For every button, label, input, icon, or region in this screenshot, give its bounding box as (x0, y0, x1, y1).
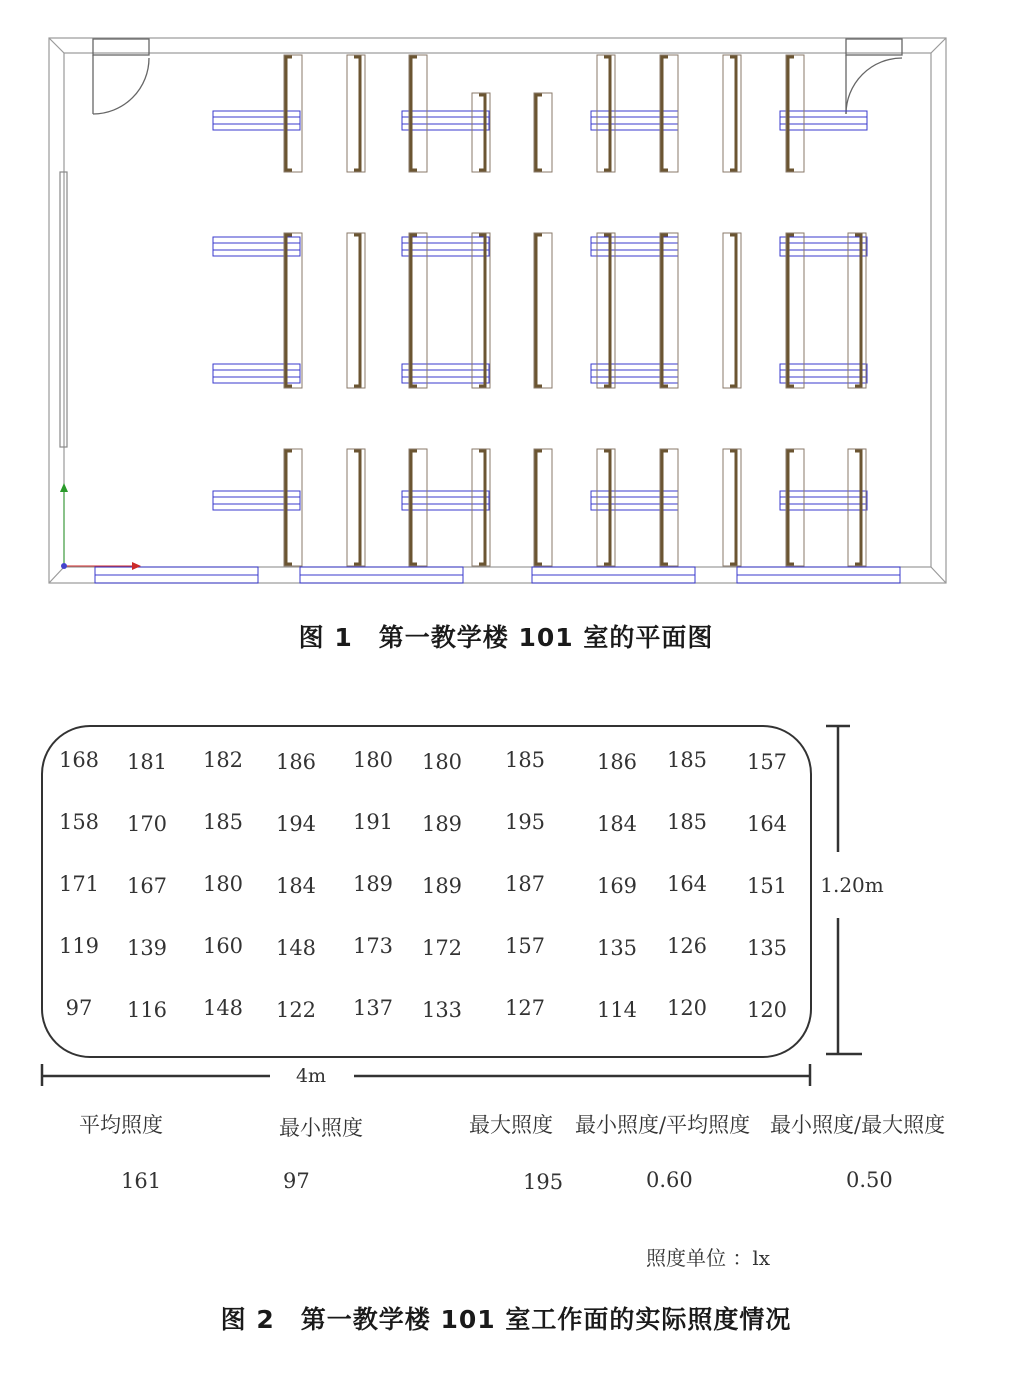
max-illuminance-value: 195 (523, 1170, 564, 1194)
illuminance-cell: 116 (126, 998, 168, 1022)
figure-1-caption: 图 1 第一教学楼 101 室的平面图 (298, 623, 714, 652)
illuminance-cell: 181 (126, 750, 168, 774)
max-illuminance-label: 最大照度 (469, 1113, 553, 1137)
illuminance-cell: 194 (275, 812, 317, 836)
illuminance-cell: 170 (126, 812, 168, 836)
min-illuminance-value: 97 (283, 1169, 310, 1193)
illuminance-cell: 120 (666, 996, 708, 1020)
unit-note: 照度单位 ：lx (646, 1246, 771, 1270)
illuminance-cell: 164 (666, 872, 708, 896)
illuminance-cell: 135 (596, 936, 638, 960)
illuminance-cell: 158 (58, 810, 100, 834)
illuminance-cell: 160 (202, 934, 244, 958)
illuminance-cell: 148 (275, 936, 317, 960)
illuminance-cell: 137 (352, 996, 394, 1020)
illuminance-cell: 120 (746, 998, 788, 1022)
illuminance-cell: 173 (352, 934, 394, 958)
illuminance-cell: 182 (202, 748, 244, 772)
illuminance-cell: 135 (746, 936, 788, 960)
min-avg-ratio-value: 0.60 (646, 1168, 693, 1192)
min-max-ratio-label: 最小照度/最大照度 (770, 1113, 946, 1137)
width-dimension (42, 1064, 810, 1086)
illuminance-cell: 97 (65, 996, 93, 1020)
illuminance-cell: 186 (596, 750, 638, 774)
illuminance-cell: 185 (202, 810, 244, 834)
illuminance-cell: 114 (596, 998, 638, 1022)
width-label: 4m (295, 1065, 327, 1087)
illuminance-cell: 189 (421, 812, 463, 836)
illuminance-cell: 171 (58, 872, 100, 896)
illuminance-cell: 167 (126, 874, 168, 898)
illuminance-cell: 157 (746, 750, 788, 774)
illuminance-cell: 185 (666, 748, 708, 772)
height-label: 1.20m (820, 873, 884, 897)
illuminance-cell: 189 (421, 874, 463, 898)
illuminance-cell: 168 (58, 748, 100, 772)
illuminance-cell: 180 (352, 748, 394, 772)
min-illuminance-label: 最小照度 (279, 1116, 363, 1140)
illuminance-cell: 148 (202, 996, 244, 1020)
illuminance-cell: 180 (421, 750, 463, 774)
illuminance-cell: 164 (746, 812, 788, 836)
figure-2-caption: 图 2 第一教学楼 101 室工作面的实际照度情况 (220, 1305, 792, 1334)
illuminance-cell: 185 (504, 748, 546, 772)
illuminance-cell: 169 (596, 874, 638, 898)
illuminance-cell: 172 (421, 936, 463, 960)
illuminance-cell: 157 (504, 934, 546, 958)
illuminance-cell: 133 (421, 998, 463, 1022)
illuminance-cell: 126 (666, 934, 708, 958)
min-avg-ratio-label: 最小照度/平均照度 (575, 1113, 751, 1137)
illuminance-cell: 187 (504, 872, 546, 896)
illuminance-cell: 151 (746, 874, 788, 898)
illuminance-cell: 186 (275, 750, 317, 774)
illuminance-cell: 185 (666, 810, 708, 834)
avg-illuminance-label: 平均照度 (79, 1113, 163, 1137)
illuminance-values (59, 748, 787, 1022)
illuminance-cell: 119 (58, 934, 100, 958)
illuminance-cell: 184 (275, 874, 317, 898)
illuminance-cell: 180 (202, 872, 244, 896)
illuminance-cell: 195 (504, 810, 546, 834)
avg-illuminance-value: 161 (121, 1169, 162, 1193)
min-max-ratio-value: 0.50 (846, 1168, 893, 1192)
illuminance-cell: 122 (275, 998, 317, 1022)
illuminance-cell: 139 (126, 936, 168, 960)
illuminance-cell: 127 (504, 996, 546, 1020)
illuminance-cell: 191 (352, 810, 394, 834)
illuminance-cell: 184 (596, 812, 638, 836)
illuminance-cell: 189 (352, 872, 394, 896)
